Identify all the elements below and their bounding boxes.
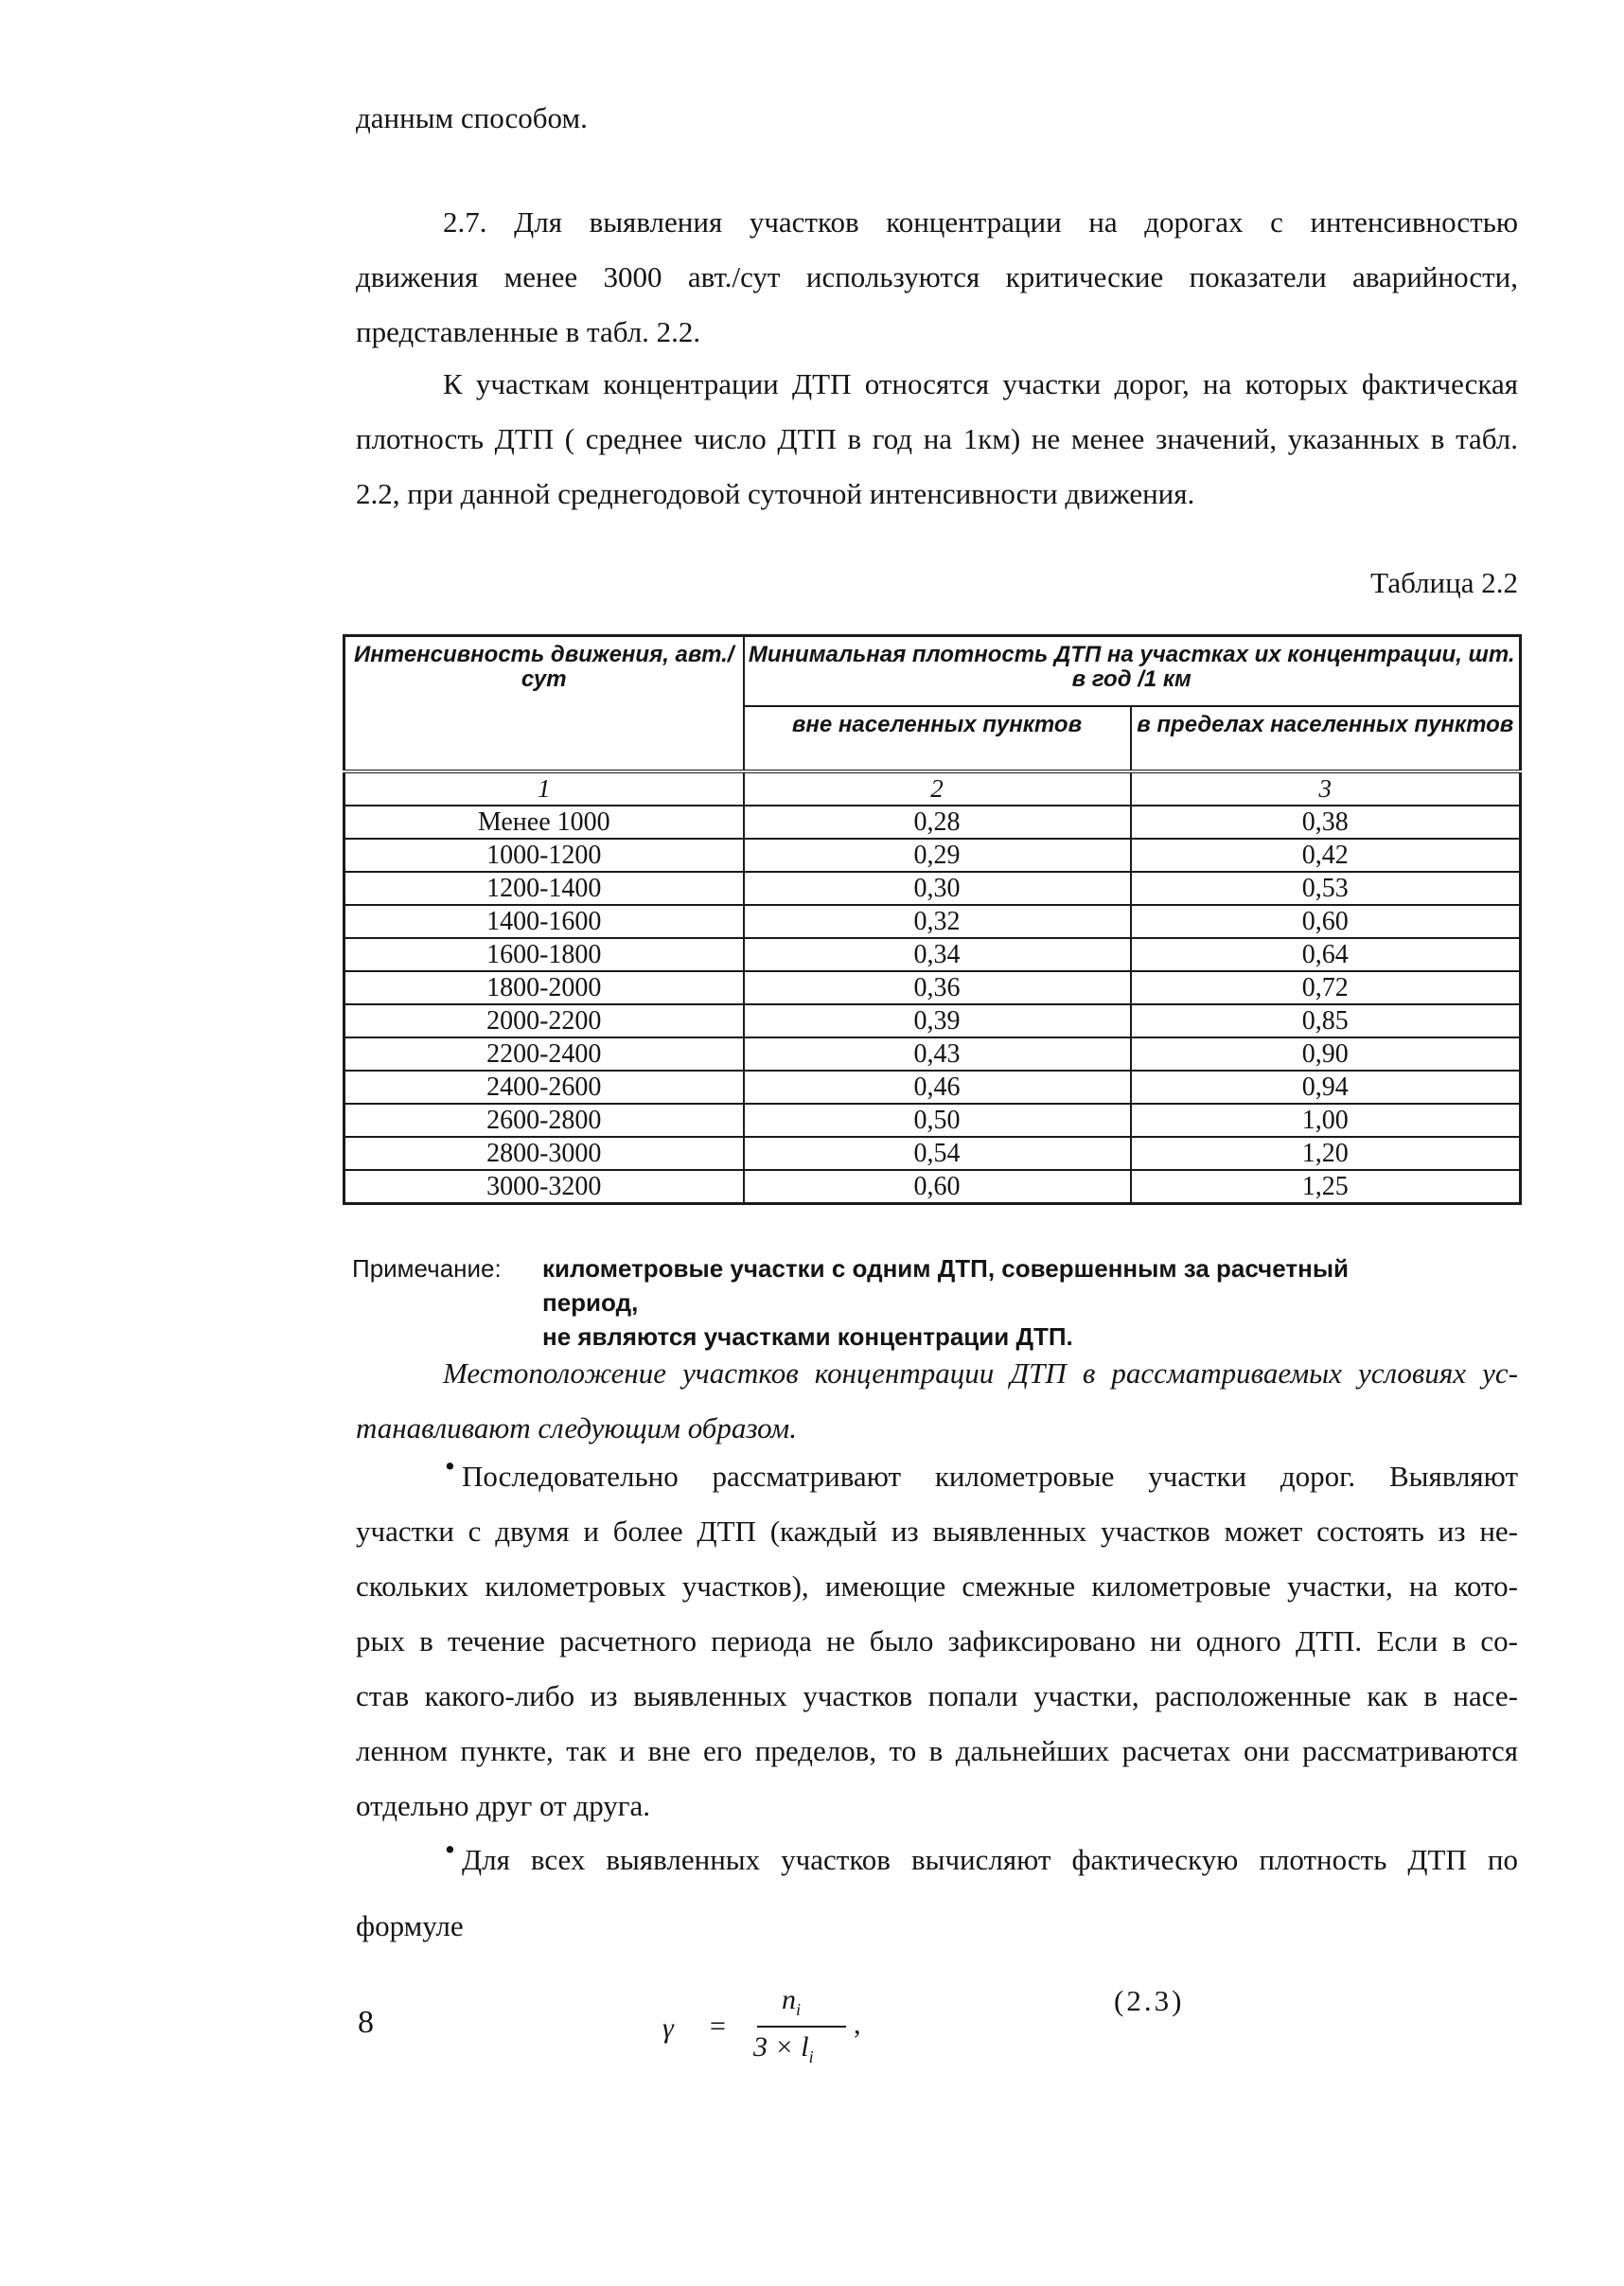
cell-intensity: 2400-2600 — [344, 1071, 744, 1104]
column-number: 3 — [1131, 771, 1521, 806]
cell-intensity: 1400-1600 — [344, 905, 744, 938]
formula-numerator — [782, 1984, 801, 2020]
density-formula — [662, 1984, 946, 2073]
cell-inside: 0,64 — [1131, 938, 1521, 971]
cell-outside: 0,32 — [744, 905, 1131, 938]
note-text — [542, 1251, 1451, 1354]
formula-equals: = — [710, 2011, 726, 2042]
cell-inside: 0,60 — [1131, 905, 1521, 938]
table-row — [344, 839, 1521, 872]
cell-intensity: 2600-2800 — [344, 1104, 744, 1137]
cell-outside: 0,39 — [744, 1004, 1131, 1037]
table-caption: Таблица 2.2 — [1370, 566, 1518, 599]
column-number: 1 — [344, 771, 744, 806]
cell-inside: 0,90 — [1131, 1037, 1521, 1071]
cell-inside: 0,94 — [1131, 1071, 1521, 1104]
table-body — [344, 771, 1521, 1204]
location-line-2: танавливают следующим образом. — [356, 1411, 797, 1444]
cell-outside: 0,28 — [744, 806, 1131, 839]
concentration-line-3: 2.2, при данной среднегодовой суточной интенсивности движения. — [356, 477, 1195, 510]
cell-intensity: 1800-2000 — [344, 971, 744, 1004]
bullet-paragraph-2 — [356, 1833, 1518, 1954]
note-label: Примечание: — [352, 1254, 502, 1283]
table-row — [344, 1037, 1521, 1071]
table-row — [344, 1071, 1521, 1104]
cell-inside: 0,38 — [1131, 806, 1521, 839]
cell-intensity: 2200-2400 — [344, 1037, 744, 1071]
bullet-2-line-2: формуле — [356, 1909, 464, 1942]
section-2-7-line-2: движения менее 3000 авт./сут используются критические показатели аварийности, — [356, 260, 1518, 293]
bullet-marker: • — [445, 1449, 455, 1482]
note-line-1: километровые участки с одним ДТП, совершенным за расчетный период, — [542, 1254, 1350, 1317]
formula-denominator — [753, 2031, 814, 2067]
table-row — [344, 938, 1521, 971]
column-number: 2 — [744, 771, 1131, 806]
cell-outside: 0,60 — [744, 1170, 1131, 1204]
table-row — [344, 1170, 1521, 1204]
bullet-marker: • — [445, 1833, 455, 1866]
section-2-7-line-1: 2.7. Для выявления участков концентрации на дорогах с интенсивностью — [443, 205, 1518, 239]
cell-inside: 1,25 — [1131, 1170, 1521, 1204]
cell-inside: 0,42 — [1131, 839, 1521, 872]
header-min-density: Минимальная плотность ДТП на участках их концентрации, шт. в год /1 км — [744, 636, 1521, 707]
cell-intensity: 3000-3200 — [344, 1170, 744, 1204]
table-row — [344, 872, 1521, 905]
page-number: 8 — [358, 2005, 374, 2040]
bullet-1-line-1: Последовательно рассматривают километровые участки дорог. Выявляют — [462, 1460, 1518, 1493]
table-row — [344, 1137, 1521, 1170]
table-row — [344, 806, 1521, 839]
cell-outside: 0,43 — [744, 1037, 1131, 1071]
bullet-1-line-6: ленном пункте, так и вне его пределов, то в дальнейших расчетах они рассматриваются — [356, 1734, 1518, 1767]
cell-outside: 0,46 — [744, 1071, 1131, 1104]
cell-inside: 0,72 — [1131, 971, 1521, 1004]
cell-intensity: 1600-1800 — [344, 938, 744, 971]
bullet-1-line-2: участки с двумя и более ДТП (каждый из выявленных участков может состоять из не- — [356, 1515, 1518, 1548]
cell-intensity: 2800-3000 — [344, 1137, 744, 1170]
cell-outside: 0,34 — [744, 938, 1131, 971]
cell-outside: 0,30 — [744, 872, 1131, 905]
cell-outside: 0,29 — [744, 839, 1131, 872]
bullet-paragraph-1 — [356, 1449, 1518, 1834]
cell-outside: 0,36 — [744, 971, 1131, 1004]
location-line-1: Местоположение участков концентрации ДТП в рассматриваемых условиях ус- — [443, 1356, 1518, 1390]
concentration-line-1: К участкам концентрации ДТП относятся участки дорог, на которых фактическая — [443, 367, 1518, 400]
header-inside-settlements: в пределах населенных пунктов — [1131, 706, 1521, 771]
note-line-2: не являются участками концентрации ДТП. — [542, 1322, 1073, 1351]
formula-n-subscript: i — [796, 2000, 802, 2019]
bullet-2-line-1: Для всех выявленных участков вычисляют фактическую плотность ДТП по — [462, 1843, 1518, 1876]
section-2-7-paragraph — [356, 195, 1518, 360]
table-row — [344, 1004, 1521, 1037]
header-outside-settlements: вне населенных пунктов — [744, 706, 1131, 771]
cell-intensity: 1000-1200 — [344, 839, 744, 872]
cell-inside: 0,53 — [1131, 872, 1521, 905]
bullet-1-line-7: отдельно друг от друга. — [356, 1789, 651, 1822]
formula-gamma: γ — [662, 2012, 674, 2044]
table-row — [344, 971, 1521, 1004]
location-paragraph — [356, 1346, 1518, 1456]
cell-inside: 1,00 — [1131, 1104, 1521, 1137]
table-row — [344, 1104, 1521, 1137]
bullet-1-line-3: скольких километровых участков), имеющие смежные километровые участки, на кото- — [356, 1569, 1518, 1603]
formula-l-subscript: i — [808, 2047, 814, 2066]
formula-denominator-text: 3 × l — [753, 2031, 809, 2063]
table-row — [344, 905, 1521, 938]
cell-inside: 0,85 — [1131, 1004, 1521, 1037]
continuation-line: данным способом. — [356, 101, 588, 134]
formula-comma: , — [854, 2009, 861, 2040]
cell-intensity: 1200-1400 — [344, 872, 744, 905]
concentration-line-2: плотность ДТП ( среднее число ДТП в год на 1км) не менее значений, указанных в табл. — [356, 422, 1518, 455]
bullet-1-line-4: рых в течение расчетного периода не было зафиксировано ни одного ДТП. Если в со- — [356, 1624, 1518, 1657]
header-intensity: Интенсивность движения, авт./сут — [344, 636, 744, 772]
cell-intensity: 2000-2200 — [344, 1004, 744, 1037]
column-number-row — [344, 771, 1521, 806]
fraction-bar — [757, 2026, 846, 2028]
cell-outside: 0,54 — [744, 1137, 1131, 1170]
formula-n: n — [782, 1984, 796, 2015]
equation-number: (2.3) — [1114, 1984, 1185, 2017]
accident-density-table — [343, 634, 1519, 1205]
bullet-1-line-5: став какого-либо из выявленных участков попали участки, расположенные как в насе- — [356, 1679, 1518, 1712]
cell-intensity: Менее 1000 — [344, 806, 744, 839]
section-2-7-line-3: представленные в табл. 2.2. — [356, 315, 701, 348]
cell-outside: 0,50 — [744, 1104, 1131, 1137]
concentration-definition-paragraph — [356, 357, 1518, 522]
cell-inside: 1,20 — [1131, 1137, 1521, 1170]
